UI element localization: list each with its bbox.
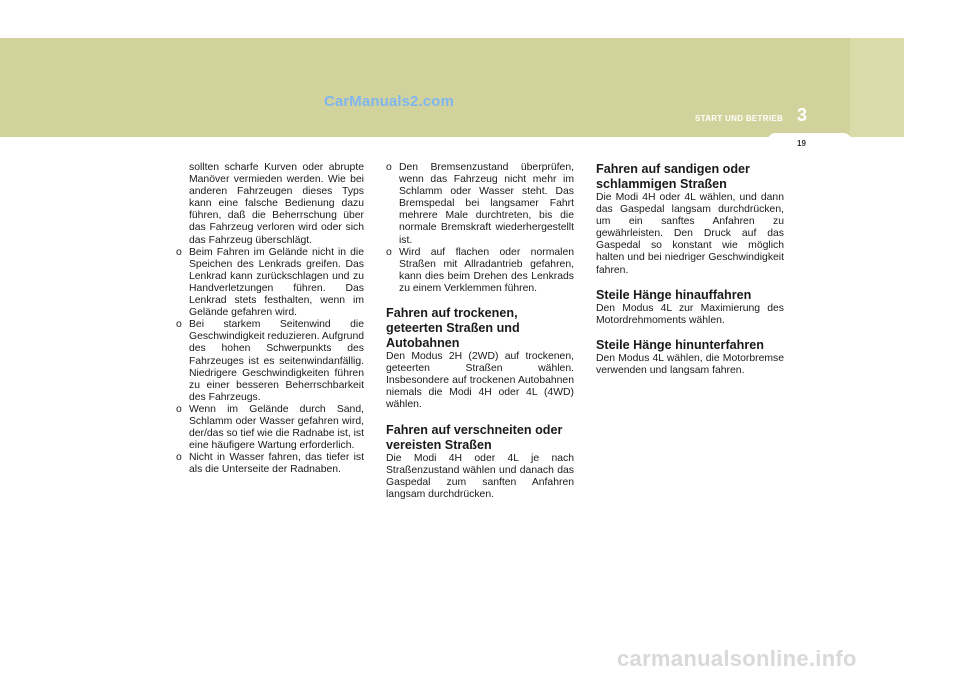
section-heading: Fahren auf sandigen oder schlammigen Straßen [596, 162, 750, 191]
section-heading: Fahren auf trockenen, geteerten Straßen und Autobahnen [386, 306, 520, 351]
section-text: Den Modus 2H (2WD) auf trockenen, geteerten Straßen wählen. Insbesondere auf trockenen Autobahnen niemals die Modi 4H oder 4L (4WD) wählen. [386, 351, 574, 411]
header-band-accent [850, 38, 904, 137]
bullet-marker: o [386, 162, 392, 173]
bullet-item [386, 162, 574, 247]
chapter-number: 3 [797, 105, 808, 125]
bullet-marker: o [176, 246, 182, 258]
text-column-2 [386, 162, 574, 501]
bullet-item [176, 452, 364, 476]
section-text: Die Modi 4H oder 4L wählen, und dann das Gaspedal langsam durchdrücken, um ein sanftes Anfahren zu gewährleisten. Den Druck auf das Gaspedal so konstant wie möglich halten und bei niedriger Geschwindigkeit fahren. [596, 192, 784, 276]
section-text: Den Modus 4L wählen, die Motorbremse verwenden und langsam fahren. [596, 352, 784, 376]
bullet-text: Beim Fahren im Gelände nicht in die Speichen des Lenkrads greifen. Das Lenkrad kann zurückschlagen und zu Handverletzungen führen. Das Lenkrad stets festhalten, wenn im Gelände gefahren wird. [189, 246, 364, 319]
bullet-text: Wird auf flachen oder normalen Straßen mit Allradantrieb gefahren, kann dies beim Drehen des Lenkrads zu einem Verklemmen führen. [399, 246, 574, 294]
watermark-bottom: carmanualsonline.info [617, 646, 857, 671]
page-number-tab [767, 133, 852, 151]
bullet-item [386, 247, 574, 295]
page-number: 19 [797, 139, 806, 148]
section-heading: Fahren auf verschneiten oder vereisten Straßen [386, 422, 563, 452]
section-heading: Steile Hänge hinauffahren [596, 287, 752, 302]
section-text: Den Modus 4L zur Maximierung des Motordrehmoments wählen. [596, 302, 784, 326]
bullet-marker: o [176, 403, 182, 415]
bullet-item [176, 404, 364, 452]
section [596, 288, 784, 327]
watermark-top: CarManuals2.com [324, 93, 454, 110]
bullet-marker: o [176, 452, 182, 464]
bullet-item [176, 319, 364, 404]
section [386, 306, 574, 411]
bullet-marker: o [176, 319, 182, 331]
section-heading: Steile Hänge hinunterfahren [596, 337, 764, 352]
text-column-1 [176, 162, 364, 476]
bullet-text: Wenn im Gelände durch Sand, Schlamm oder Wasser gefahren wird, der/das so tief wie die Radnabe ist, ist eine häufigere Wartung erforderlich. [189, 403, 365, 452]
text-column-3 [596, 162, 784, 377]
bullet-text: Nicht in Wasser fahren, das tiefer ist als die Unterseite der Radnaben. [189, 452, 364, 476]
bullet-text: Bei starkem Seitenwind die Geschwindigkeit reduzieren. Aufgrund des hohen Schwerpunkts des Fahrzeuges ist es seitenwindanfällig. Niedrigere Geschwindigkeiten führen zu einer besseren Beherrschbarkeit des Fahrzeugs. [189, 319, 365, 403]
section-title: START UND BETRIEB [695, 114, 784, 123]
section [596, 162, 784, 277]
section-text: Die Modi 4H oder 4L je nach Straßenzustand wählen und danach das Gaspedal zum sanften Anfahren langsam durchdrücken. [386, 452, 574, 500]
bullet-marker: o [386, 246, 392, 258]
section [596, 338, 784, 377]
bullet-item [176, 247, 364, 320]
section [386, 423, 574, 501]
bullet-text: Den Bremsenzustand überprüfen, wenn das Fahrzeug nicht mehr im Schlamm oder Wasser steht. Das Bremspedal bei langsamer Fahrt mehrere Male durchtreten, bis die normale Bremskraft wiederhergestellt ist. [399, 162, 574, 246]
paragraph-continued: sollten scharfe Kurven oder abrupte Manöver vermieden werden. Wie bei anderen Fahrzeugen dieses Typs kann eine falsche Bedienung dazu führen, daß die Beherrschung über das Fahrzeug verloren wird oder sich das Fahrzeug überschlägt. [189, 162, 364, 246]
